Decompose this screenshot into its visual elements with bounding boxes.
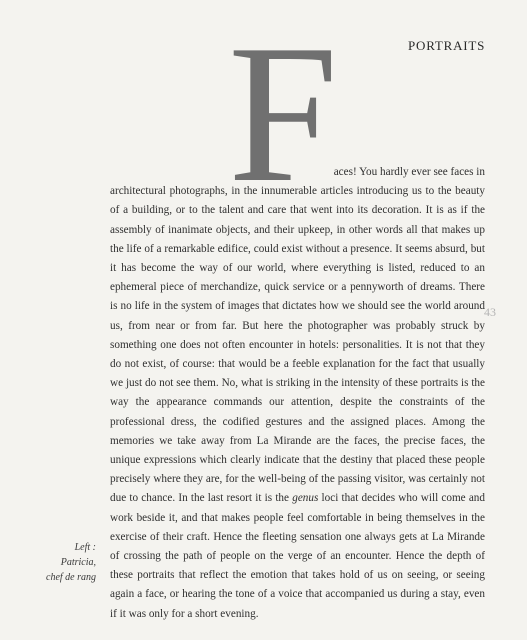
caption-line-3: chef de rang xyxy=(46,572,96,583)
article-body-text: architectural photographs, in the innumerable articles introducing us to the beauty of a building, or to the talent and care that went into its decoration. It is as if the assembly of inanimate objects, and their upkeep, in other words all that makes up the life of a remarkable edifice, could exist without a presence. It seems absurd, but it has become the way of our world, where everything is listed, reduced to an ephemeral piece of merchandize, quick service or a pennyworth of dreams. There is no life in the system of images that dictates how we should see the world around us, from near or from far. But here the photographer was probably struck by something one does not often encounter in hotels: personalities. It is not that they do not exist, of course: that would be a feeble explanation for the fact that usually we just do not see them. No, what is striking in the intensity of these portraits is the way the appearance commands our attention, despite the constraints of the professional dress, the codified gestures and the assigned places. Among the memories we take away from La Mirande are the faces, the precise faces, the unique expressions which clearly indicate that the destiny that placed these people precisely where they are, for the well-being of the passing visitor, was certainly not due to chance. In the last resort it is the xyxy=(110,185,485,505)
article-first-line: aces! You hardly ever see faces in xyxy=(333,166,485,178)
italic-word: genus xyxy=(292,492,319,505)
photo-caption xyxy=(18,540,96,585)
page-number: 43 xyxy=(484,305,496,319)
section-title: PORTRAITS xyxy=(408,38,486,53)
drop-cap: F xyxy=(228,4,339,223)
caption-line-2: Patricia, xyxy=(60,557,96,568)
caption-line-1: Left : xyxy=(74,542,96,553)
article-body xyxy=(110,163,485,624)
article-body-end: loci that decides who will come and work beside it, and that makes people feel comfortable in being themselves in the exercise of their craft. Hence the fleeting sensation one always gets at La Mirande of crossing the path of people on the verge of an encounter. Hence the depth of these portraits that reflect the emotion that takes hold of us on seeing, or seeing again a face, or hearing the tone of a voice that accompanied us during a stay, even if it was only for a short evening. xyxy=(110,492,485,620)
